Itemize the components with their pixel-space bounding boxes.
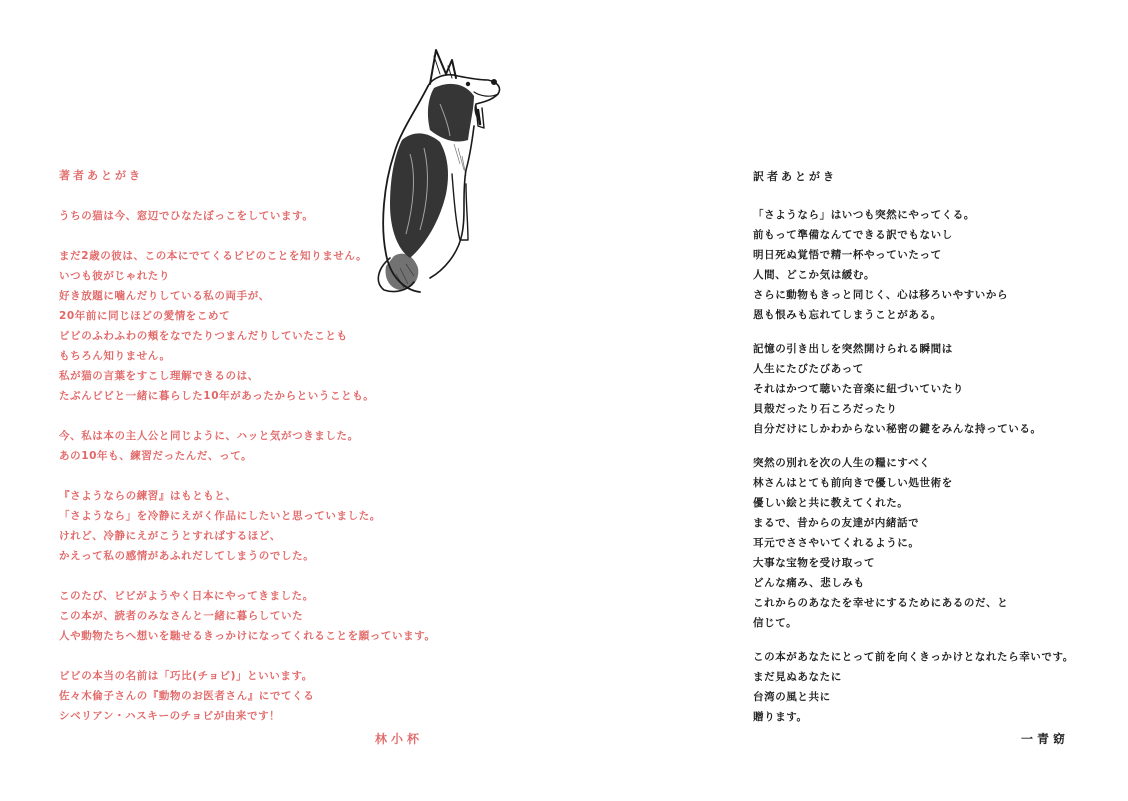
translator-text-line: 林さんはとても前向きで優しい処世術を	[753, 477, 953, 489]
translator-text-line: 貝殻だったり石ころだったり	[753, 403, 898, 415]
translator-text-line: 大事な宝物を受け取って	[753, 557, 876, 569]
author-paragraph	[59, 426, 459, 466]
author-text-line: この本が、読者のみなさんと一緒に暮らしていた	[59, 610, 304, 622]
translator-text-line: 耳元でささやいてくれるように。	[753, 537, 920, 549]
translator-text-line: これからのあなたを幸せにするためにあるのだ、と	[753, 597, 1009, 609]
author-paragraph	[59, 666, 459, 726]
author-text-line: 人や動物たちへ想いを馳せるきっかけになってくれることを願っています。	[59, 630, 436, 642]
author-paragraph	[59, 586, 459, 646]
translator-text-line: まだ見ぬあなたに	[753, 671, 842, 683]
author-text-line: けれど、冷静にえがこうとすればするほど、	[59, 530, 281, 542]
translator-afterword-heading: 訳者あとがき	[753, 170, 837, 183]
translator-text-line: この本があなたにとって前を向くきっかけとなれたら幸いです。	[753, 651, 1074, 663]
translator-text-line: 贈ります。	[753, 711, 808, 723]
author-text-line: 「さようなら」を冷静にえがく作品にしたいと思っていました。	[59, 510, 381, 522]
translator-text-line: 記憶の引き出しを突然開けられる瞬間は	[753, 343, 953, 355]
author-text-line: いつも彼がじゃれたり	[59, 270, 170, 282]
translator-text-line: 前もって準備なんてできる訳でもないし	[753, 229, 953, 241]
translator-text-line: 突然の別れを次の人生の糧にすべく	[753, 457, 931, 469]
translator-text-line: 優しい絵と共に教えてくれた。	[753, 497, 909, 509]
translator-text-line: 人間、どこか気は緩む。	[753, 269, 876, 281]
author-text-line: あの10年も、練習だったんだ、って。	[59, 450, 253, 462]
author-text-line: このたび、ビビがようやく日本にやってきました。	[59, 590, 314, 602]
translator-text-line: 自分だけにしかわからない秘密の鍵をみんな持っている。	[753, 423, 1042, 435]
translator-paragraph	[753, 339, 1113, 439]
translator-afterword-page	[564, 0, 1128, 801]
translator-signature: 一青窈	[1021, 732, 1070, 746]
translator-text-line: 信じて。	[753, 617, 798, 629]
author-paragraph	[59, 486, 459, 566]
author-text-line: シベリアン・ハスキーのチョビが由来です！	[59, 710, 281, 722]
translator-text-line: 人生にたびたびあって	[753, 363, 864, 375]
author-text-line: もちろん知りません。	[59, 350, 171, 362]
translator-text-line: まるで、昔からの友達が内緒話で	[753, 517, 920, 529]
translator-text-line: それはかつて聴いた音楽に紐づいていたり	[753, 383, 964, 395]
author-text-line: たぶんビビと一緒に暮らした10年があったからということも。	[59, 390, 375, 402]
author-text-line: 20年前に同じほどの愛情をこめて	[59, 310, 231, 322]
author-text-line: かえって私の感情があふれだしてしまうのでした。	[59, 550, 315, 562]
translator-afterword-body	[753, 205, 1113, 727]
author-text-line: 好き放題に噛んだりしている私の両手が、	[59, 290, 270, 302]
translator-text-line: さらに動物もきっと同じく、心は移ろいやすいから	[753, 289, 1009, 301]
author-signature: 林小杯	[375, 732, 424, 746]
author-afterword-heading: 著者あとがき	[59, 169, 143, 182]
author-text-line: 今、私は本の主人公と同じように、ハッと気がつきました。	[59, 430, 359, 442]
author-text-line: 佐々木倫子さんの『動物のお医者さん』にでてくる	[59, 690, 315, 702]
translator-text-line: どんな痛み、悲しみも	[753, 577, 865, 589]
author-text-line: まだ2歳の彼は、この本にでてくるビビのことを知りません。	[59, 250, 368, 262]
husky-dog-icon	[370, 44, 510, 296]
translator-paragraph	[753, 453, 1113, 633]
author-text-line: 『さようならの練習』はもともと、	[59, 490, 237, 502]
translator-text-line: 明日死ぬ覚悟で精一杯やっていたって	[753, 249, 942, 261]
author-text-line: うちの猫は今、窓辺でひなたぼっこをしています。	[59, 210, 314, 222]
translator-text-line: 「さようなら」はいつも突然にやってくる。	[753, 209, 975, 221]
translator-text-line: 台湾の風と共に	[753, 691, 831, 703]
author-text-line: ビビのふわふわの頬をなでたりつまんだりしていたことも	[59, 330, 348, 342]
translator-text-line: 恩も恨みも忘れてしまうことがある。	[753, 309, 942, 321]
translator-paragraph	[753, 205, 1113, 325]
author-text-line: ビビの本当の名前は「巧比(チョビ)」といいます。	[59, 670, 313, 682]
author-text-line: 私が猫の言葉をすこし理解できるのは、	[59, 370, 259, 382]
translator-paragraph	[753, 647, 1113, 727]
